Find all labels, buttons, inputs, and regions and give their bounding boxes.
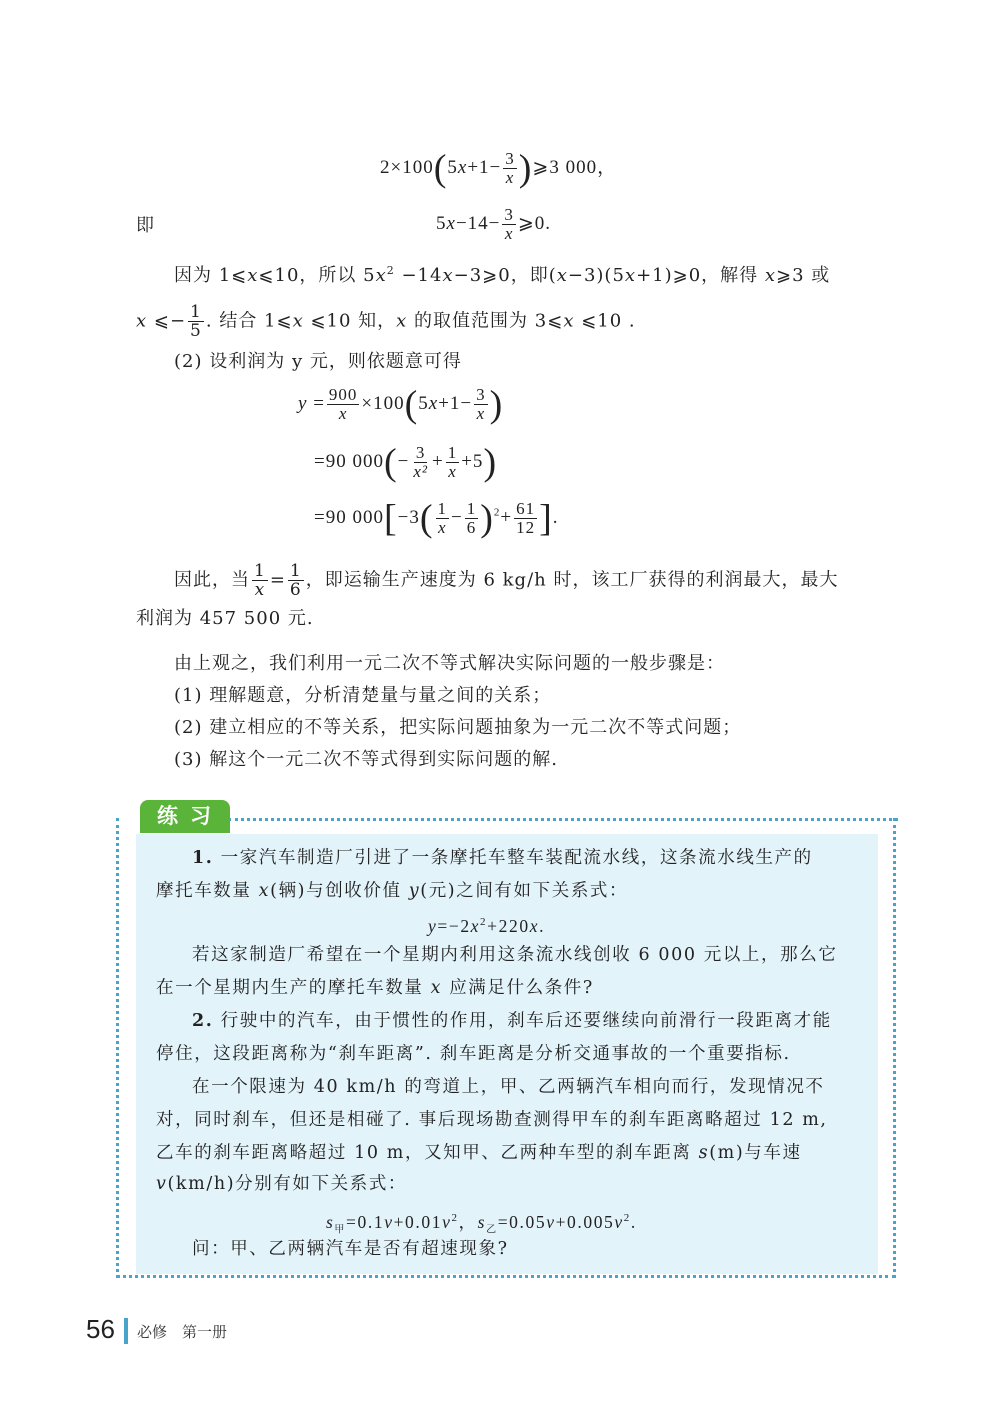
summary-step: (3) 解这个一元二次不等式得到实际问题的解.	[174, 749, 558, 770]
exercise-line: 摩托车数量 x(辆)与创收价值 y(元)之间有如下关系式：	[156, 881, 629, 901]
paragraph-line: 利润为 457 500 元.	[136, 608, 314, 629]
page-number: 56	[86, 1314, 115, 1344]
paragraph-line: (2) 设利润为 y 元，则依题意可得	[174, 351, 462, 372]
equation-profit-2: =90 000(− $\frac{3}{\text{x²}}$ + $\frac{1}{x}$ +5)	[314, 441, 498, 484]
paragraph-line: 因此，当 $\frac{1}{x}$ = $\frac{1}{6}$ ，即运输生产速度为 6 kg/h 时，该工厂获得的利润最大，最大	[174, 561, 839, 600]
exercise-equation: $s_甲=0.1v+0.01v^2$，$s_乙=0.05v+0.005v^2$.	[326, 1211, 637, 1236]
exercise-line: v(km/h)分别有如下关系式：	[156, 1174, 408, 1194]
summary-step: (2) 建立相应的不等关系，把实际问题抽象为一元二次不等式问题；	[174, 717, 742, 738]
exercise-line: 在一个限速为 40 km/h 的弯道上，甲、乙两辆汽车相向而行，发现情况不	[192, 1077, 825, 1097]
exercise-line: 乙车的刹车距离略超过 10 m，又知甲、乙两种车型的刹车距离 s(m)与车速	[156, 1143, 802, 1163]
summary-step: (1) 理解题意，分析清楚量与量之间的关系；	[174, 685, 552, 706]
exercise-line: 问：甲、乙两辆汽车是否有超速现象?	[192, 1239, 509, 1259]
equation-inequality-1: 2×100(5x+1− $\frac{3}{x}$ )⩾3 000，	[380, 147, 618, 190]
exercise-line: 在一个星期内生产的摩托车数量 x 应满足什么条件?	[156, 978, 594, 998]
paragraph-line: x ⩽− $\frac{1}{5}$ . 结合 1⩽x ⩽10 知，x 的取值范围为 3⩽x ⩽10 .	[136, 302, 636, 341]
summary-intro: 由上观之，我们利用一元二次不等式解决实际问题的一般步骤是：	[174, 653, 725, 674]
exercise-line: 2. 行驶中的汽车，由于惯性的作用，刹车后还要继续向前滑行一段距离才能	[192, 1011, 832, 1031]
equation-profit-3: =90 000[−3( $\frac{1}{x}$ − $\frac{1}{6}$ )$^2$+ $\frac{61}{12}$ ].	[314, 497, 559, 540]
exercise-line: 对，同时刹车，但还是相碰了. 事后现场勘查测得甲车的刹车距离略超过 12 m,	[156, 1110, 828, 1130]
equation-inequality-2: 5x−14− $\frac{3}{x}$ ⩾0.	[436, 205, 552, 243]
exercise-line: 1. 一家汽车制造厂引进了一条摩托车整车装配流水线，这条流水线生产的	[192, 848, 813, 868]
exercise-frame-top	[228, 818, 898, 821]
book-title: 必修 第一册	[137, 1323, 228, 1341]
exercise-line: 若这家制造厂希望在一个星期内利用这条流水线创收 6 000 元以上，那么它	[192, 945, 838, 965]
word-ji: 即	[136, 215, 155, 236]
exercise-equation: $y=-2x^2+220x$.	[428, 915, 546, 936]
exercise-tag: 练习	[140, 800, 230, 833]
exercise-line: 停住，这段距离称为“刹车距离”. 刹车距离是分析交通事故的一个重要指标.	[156, 1044, 791, 1064]
footer-divider	[124, 1318, 128, 1344]
equation-profit-1: y = $\frac{900}{x}$ ×100(5x+1− $\frac{3}{x}$ )	[298, 383, 504, 426]
paragraph-line: 因为 1⩽x⩽10，所以 $5x^2$ −14x−3⩾0，即(x−3)(5x+1)⩾0，解得 x⩾3 或	[174, 264, 831, 286]
